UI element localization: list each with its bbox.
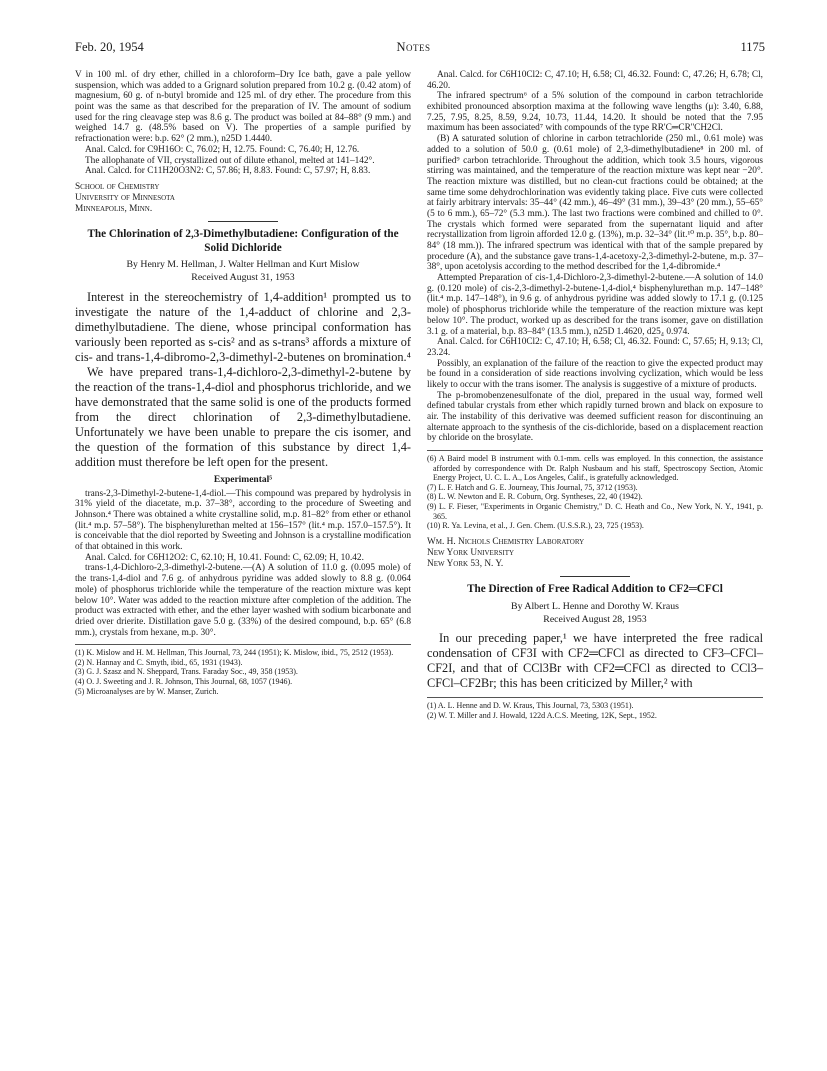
paragraph: In our preceding paper,¹ we have interpreted the free radical condensation of CF3I with CF2═CFCl as directed to CF3–CFCl–CF2I, and that of CCl3Br with CF2═CFCl as directed to CCl3–CFCl–CF2Br; this has been criticized by Miller,² with xyxy=(427,631,763,691)
footnote: (10) R. Ya. Levina, et al., J. Gen. Chem. (U.S.S.R.), 23, 725 (1953). xyxy=(427,521,644,531)
footnotes xyxy=(75,648,411,696)
paragraph: Anal. Calcd. for C6H12O2: C, 62.10; H, 10.41. Found: C, 62.09; H, 10.42. xyxy=(85,552,364,563)
paragraph: The p-bromobenzenesulfonate of the diol, prepared in the usual way, formed well defined tabular crystals from ether which rapidly turned brown and black on exposure to air. The instability of this derivative was deemed sufficient reason for discontinuing an alternate approach to the synthesis of the cis-dichloride, based on a displacement reaction by chloride on the brosylate. xyxy=(427,390,763,444)
paragraph: Anal. Calcd. for C9H16O: C, 76.02; H, 12.75. Found: C, 76.40; H, 12.76. xyxy=(85,144,360,155)
paragraph: We have prepared trans-1,4-dichloro-2,3-dimethyl-2-butene by the reaction of the trans-1,4-diol and phosphorus trichloride, and we have demonstrated that the same solid is one of the products formed from the direct chlorination of 2,3-dimethylbutadiene. Unfortunately we have been unable to prepare the cis isomer, and the question of the formation of this substance by direct 1,4-addition must therefore be left open for the present. xyxy=(75,364,411,469)
footnote: (7) L. F. Hatch and G. E. Journeay, This Journal, 75, 3712 (1953). xyxy=(427,482,638,492)
divider xyxy=(208,221,278,222)
footnotes xyxy=(427,701,763,720)
footnote: (8) L. W. Newton and E. R. Coburn, Org. Syntheses, 22, 40 (1942). xyxy=(427,492,643,502)
footnote: (4) O. J. Sweeting and J. R. Johnson, This Journal, 68, 1057 (1946). xyxy=(75,677,293,687)
right-column xyxy=(427,70,763,720)
divider xyxy=(560,576,630,577)
paragraph: trans-2,3-Dimethyl-2-butene-1,4-diol.—This compound was prepared by hydrolysis in 31% yield of the diacetate, m.p. 37–38°, according to the procedure of Sweeting and Johnson.⁴ There was obtained a white crystalline solid, m.p. 81–82° from ether or ethanol (lit.⁴ m.p. 57–58°). The bisphenylurethan melted at 156–157° (lit.⁴ m.p. 157.0–157.5°). It is conceivable that the diol reported by Sweeting and Johnson is a crystalline modification of that obtained in this work. xyxy=(75,488,411,553)
article-title: The Direction of Free Radical Addition to CF2═CFCl xyxy=(467,583,723,596)
paragraph: Anal. Calcd. for C11H20O3N2: C, 57.86; H, 8.83. Found: C, 57.97; H, 8.83. xyxy=(85,166,371,177)
received-date: Received August 28, 1953 xyxy=(543,613,647,625)
left-column xyxy=(75,70,411,696)
paragraph: The infrared spectrum⁶ of a 5% solution of the compound in carbon tetrachloride exhibited pronounced absorption maxima at the following wave lengths (μ): 3.40, 6.88, 7.25, 7.95, 8.25, 8.59, 9.24, 10.73, 11.44, 14.20. It should be noted that the 7.95 maximum has been associated⁷ with compounds of the type RR'C═CR''CH2Cl. xyxy=(427,91,763,134)
page-number: 1175 xyxy=(740,40,765,54)
footnote: (1) A. L. Henne and D. W. Kraus, This Journal, 73, 5303 (1951). xyxy=(427,701,634,711)
authors: By Henry M. Hellman, J. Walter Hellman and Kurt Mislow xyxy=(126,259,360,271)
paragraph: Possibly, an explanation of the failure of the reaction to give the expected product may be found in a consideration of side reactions involving cyclization, which would be less likely to occur with the trans isomer. The analysis is suggestive of a mixture of products. xyxy=(427,358,763,390)
paragraph: V in 100 ml. of dry ether, chilled in a chloroform–Dry Ice bath, gave a pale yellow suspension, which was added to a Grignard solution prepared from 10.2 g. (0.42 atom) of magnesium, 60 g. of n-butyl bromide and 125 ml. of dry ether. The procedure from this point was the same as that described for the preparation of IV. The amount of sodium used for the ring cleavage step was 8.6 g. The product was boiled at 84–88° (9 mm.) and weighed 14.7 g. (48.5% based on V). The properties of a sample purified by refractionation were: b.p. 62° (2 mm.), n25D 1.4440. xyxy=(75,70,411,145)
footnote: (2) W. T. Miller and J. Howald, 122d A.C.S. Meeting, 12K, Sept., 1952. xyxy=(427,710,657,720)
section-heading: Experimental⁵ xyxy=(213,474,273,485)
paragraph: trans-1,4-Dichloro-2,3-dimethyl-2-butene.—(A) A solution of 11.0 g. (0.095 mole) of the trans-1,4-diol and 7.6 g. of anhydrous pyridine was added slowly to 8.8 g. (0.064 mole) of phosphorus trichloride while the temperature of the reaction mixture was kept below 10°. Water was added to the reaction mixture after completion of the addition. The product was extracted with ether, and the ether layer washed with sodium bicarbonate and dried over drierite. Distillation gave 5.0 g. (33%) of the desired compound, b.p. 65° (6.8 mm.), crystals from hexane, m.p. 30°. xyxy=(75,563,411,638)
affiliation-line: University of Minnesota xyxy=(75,193,175,204)
footnotes xyxy=(427,454,763,531)
affiliation xyxy=(427,537,763,570)
paragraph: (B) A saturated solution of chlorine in carbon tetrachloride (250 ml., 0.61 mole) was added to a solution of 50.0 g. (0.61 mole) of 2,3-dimethylbutadiene⁸ in 200 ml. of purified⁹ carbon tetrachloride. Throughout the addition, which took 3.5 hours, vigorous stirring was maintained, and the temperature of the reaction mixture was kept near −20°. The reaction mixture was distilled, but no clean-cut fractions could be obtained; at the same time some dehydrochlorination was evidently taking place. Five cuts were collected at fairly arbitrary intervals: 35–44° (42 mm.), 46–49° (31 mm.), 39–43° (20 mm.), 55–65° (5 to 6 mm.), 65–72° (5.3 mm.). The last two fractions were combined and chilled to 0°. The crystals which formed were separated from the supernatant liquid and after recrystallization from ligroin afforded 12.0 g. (13%), m.p. 32–34° (lit.¹⁰ m.p. 35°, b.p. 80–84° (18 mm.)). The infrared spectrum was identical with that of the sample prepared by procedure (A), and the substance gave trans-1,4-acetoxy-2,3-dimethyl-2-butene, m.p. 37–38°, upon acetolysis according to the method described for the 1,4-dibromide.⁴ xyxy=(427,134,764,273)
affiliation-line: New York University xyxy=(427,547,515,558)
paragraph: Anal. Calcd. for C6H10Cl2: C, 47.10; H, 6.58; Cl, 46.32. Found: C, 57.65; H, 9.13; Cl, 23.24. xyxy=(427,337,763,358)
footnote: (3) G. J. Szasz and N. Sheppard, Trans. Faraday Soc., 49, 358 (1953). xyxy=(75,667,298,677)
affiliation-line: New York 53, N. Y. xyxy=(427,559,504,570)
footnote: (1) K. Mislow and H. M. Hellman, This Journal, 73, 244 (1951); K. Mislow, ibid., 75, 2512 (1953). xyxy=(75,648,394,658)
article-title: The Chlorination of 2,3-Dimethylbutadiene: Configuration of the Solid Dichloride xyxy=(87,228,399,254)
received-date: Received August 31, 1953 xyxy=(191,272,295,284)
affiliation-line: School of Chemistry xyxy=(75,181,160,192)
paragraph: Interest in the stereochemistry of 1,4-addition¹ prompted us to investigate the nature of the 1,4-adduct of chlorine and 2,3-dimethylbutadiene. The diene, whose principal conformation has variously been reported as s-cis² and as s-trans³ affords a mixture of cis- and trans-1,4-dibromo-2,3-dimethyl-2-butenes on bromination.⁴ xyxy=(75,289,411,364)
paragraph: Attempted Preparation of cis-1,4-Dichloro-2,3-dimethyl-2-butene.—A solution of 14.0 g. (0.120 mole) of cis-2,3-dimethyl-2-butene-1,4-diol,⁴ bisphenylurethan m.p. 147–148° (lit.⁴ m.p. 147–148°), in 9.6 g. of anhydrous pyridine was added slowly to 17.1 g. (0.125 mole) of phosphorus trichloride while the temperature of the reaction mixture was kept below 10°. The product, worked up as described for the trans isomer, gave on distillation 3.1 g. of a material, b.p. 83–84° (13.5 mm.), n25D 1.4620, d25₄ 0.974. xyxy=(427,273,763,337)
footnote-divider xyxy=(427,450,763,451)
footnote: (2) N. Hannay and C. Smyth, ibid., 65, 1931 (1943). xyxy=(75,657,243,667)
footnote: (9) L. F. Fieser, "Experiments in Organic Chemistry," D. C. Heath and Co., New York, N. Y., 1941, p. 365. xyxy=(427,502,763,521)
affiliation xyxy=(75,182,411,215)
footnote: (6) A Baird model B instrument with 0.1-mm. cells was employed. In this connection, the assistance afforded by correspondence with Dr. Ralph Nusbaum and his staff, Spectroscopy Section, Atomic Energy Project, U. C. L. A., Los Angeles, Calif., is gratefully acknowledged. xyxy=(427,454,763,483)
paragraph: Anal. Calcd. for C6H10Cl2: C, 47.10; H, 6.58; Cl, 46.32. Found: C, 47.26; H, 6.78; Cl, 46.20. xyxy=(427,70,763,91)
authors: By Albert L. Henne and Dorothy W. Kraus xyxy=(511,600,679,612)
footnote: (5) Microanalyses are by W. Manser, Zurich. xyxy=(75,686,219,696)
paragraph: The allophanate of VII, crystallized out of dilute ethanol, melted at 141–142°. xyxy=(85,155,375,166)
affiliation-line: Minneapolis, Minn. xyxy=(75,204,153,215)
footnote-divider xyxy=(75,644,411,645)
footnote-divider xyxy=(427,697,763,698)
affiliation-line: Wm. H. Nichols Chemistry Laboratory xyxy=(427,536,585,547)
running-section: Notes xyxy=(396,40,431,54)
running-date: Feb. 20, 1954 xyxy=(75,40,144,54)
